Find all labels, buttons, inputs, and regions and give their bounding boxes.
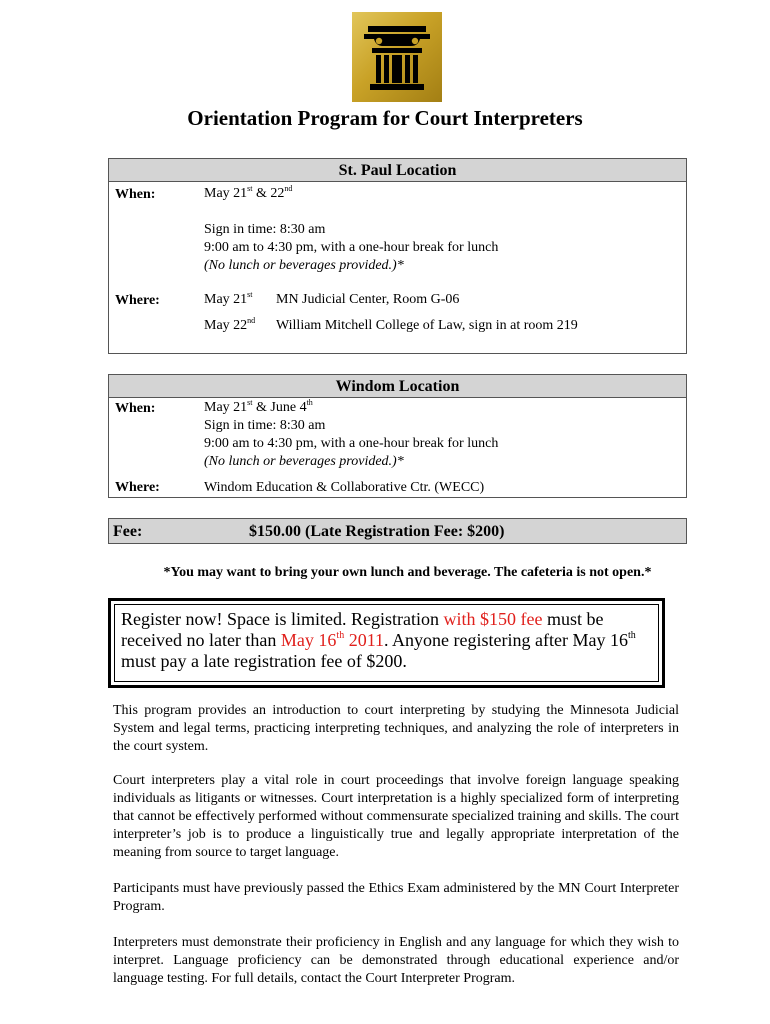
fee-label: Fee: [113,523,143,540]
windom-sign-in: Sign in time: 8:30 am [204,418,326,433]
register-notice-text: Register now! Space is limited. Registration with $150 fee must be received no later than May 16th 2011. Anyone registering after May 16th must pay a late registration fee of $200. [114,604,659,682]
st-paul-location-2: May 22nd William Mitchell College of Law, sign in at room 219 [204,316,578,333]
court-pillar-logo [352,12,442,102]
role-paragraph: Court interpreters play a vital role in court proceedings that involve foreign language speaking individuals as litigants or witnesses. Court interpretation is a highly specialized form of interpreting that cannot be effectively performed without commensurate specialized training and skills. The court interpreter’s job is to produce a linguistically true and legally appropriate interpretation of the meaning from source to target language. [113,773,679,860]
windom-where-label: Where: [115,480,160,495]
windom-when-label: When: [115,401,156,416]
pillar-icon [352,12,442,102]
st-paul-heading: St. Paul Location [109,159,686,182]
st-paul-location-box [108,158,687,354]
st-paul-when-label: When: [115,187,156,202]
fee-value: $150.00 (Late Registration Fee: $200) [249,523,505,540]
prerequisite-paragraph: Participants must have previously passed the Ethics Exam administered by the MN Court Interpreter Program. [113,881,679,914]
windom-location-box [108,374,687,498]
windom-lunch-note: (No lunch or beverages provided.)* [204,454,404,469]
st-paul-dates: May 21st & 22nd [204,184,293,201]
intro-paragraph: This program provides an introduction to court interpreting by studying the Minnesota Judicial System and legal terms, practicing interpreting techniques, and analyzing the role of interpreters in the court system. [113,703,679,754]
st-paul-lunch-note: (No lunch or beverages provided.)* [204,258,404,273]
windom-heading: Windom Location [109,375,686,398]
page-title: Orientation Program for Court Interpreters [187,106,583,130]
st-paul-hours: 9:00 am to 4:30 pm, with a one-hour break for lunch [204,240,499,255]
lunch-note: *You may want to bring your own lunch and beverage. The cafeteria is not open.* [163,565,652,580]
register-notice-box [108,598,665,688]
proficiency-paragraph: Interpreters must demonstrate their proficiency in English and any language for which they wish to interpret. Language proficiency can be demonstrated through educational experience and/or language testing. For full details, contact the Court Interpreter Program. [113,935,679,986]
st-paul-where-label: Where: [115,293,160,308]
windom-dates: May 21st & June 4th [204,398,313,415]
st-paul-location-1: May 21st MN Judicial Center, Room G-06 [204,290,460,307]
windom-place: Windom Education & Collaborative Ctr. (WECC) [204,480,485,495]
st-paul-sign-in: Sign in time: 8:30 am [204,222,326,237]
fee-bar [108,518,687,544]
windom-hours: 9:00 am to 4:30 pm, with a one-hour break for lunch [204,436,499,451]
